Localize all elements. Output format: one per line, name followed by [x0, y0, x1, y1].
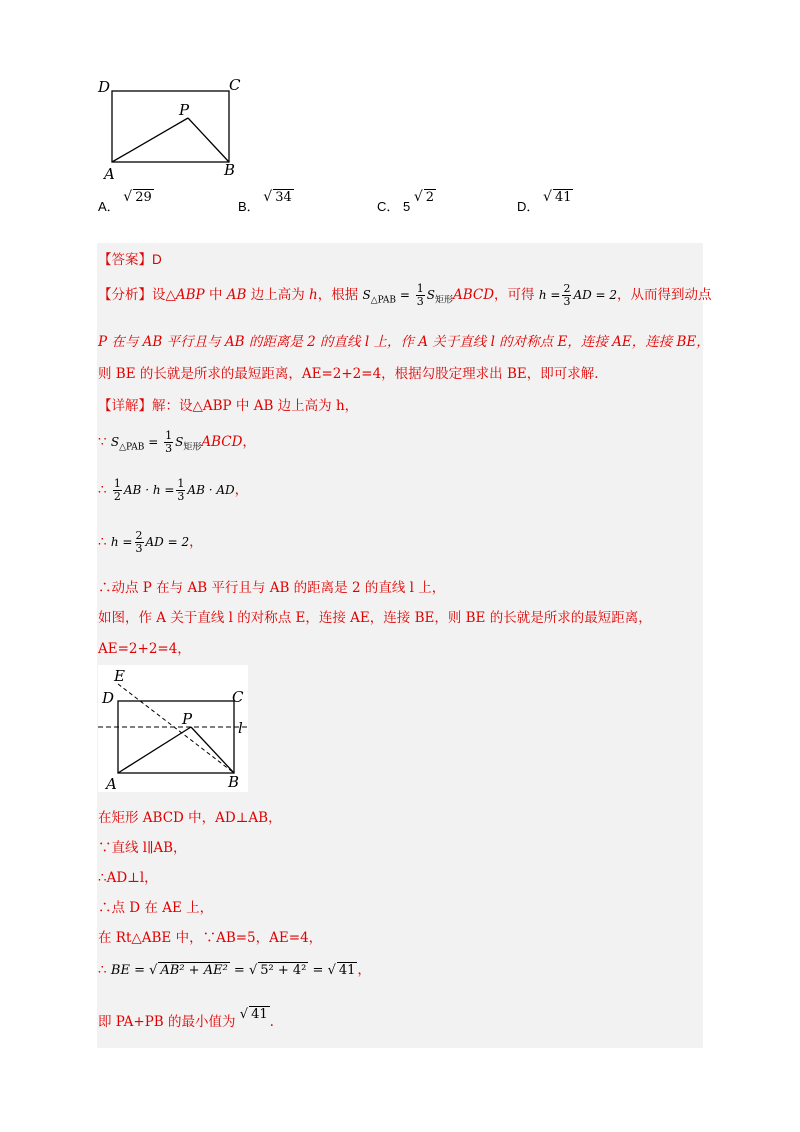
- label-p: P: [179, 101, 190, 119]
- answer-line: 【答案】D: [98, 252, 162, 267]
- label-d: D: [102, 689, 115, 707]
- detail-step-5: ∴动点 P 在与 AB 平行且与 AB 的距离是 2 的直线 l 上，: [98, 580, 446, 596]
- detail-step-8: 在矩形 ABCD 中，AD⊥AB，: [98, 810, 282, 826]
- label-a: A: [104, 165, 115, 183]
- label-e: E: [114, 667, 125, 685]
- label-p: P: [182, 710, 193, 728]
- option-d[interactable]: D． √ 41: [517, 189, 572, 214]
- detail-step-14: 即 PA+PB 的最小值为 √ 41 .: [98, 1007, 274, 1030]
- detail-step-10: ∴AD⊥l，: [98, 870, 158, 886]
- label-a: A: [106, 775, 117, 792]
- detail-step-13: ∴ BE = √ AB² + AE² = √ 5² + 4² = √ 41 ，: [98, 962, 371, 978]
- label-b: B: [224, 161, 236, 179]
- label-l: l: [238, 719, 243, 737]
- figure-reflection-diagram: [98, 665, 248, 792]
- label-b: B: [228, 773, 240, 791]
- detail-step-7: AE=2+2=4，: [98, 641, 191, 657]
- detail-step-12: 在 Rt△ABE 中，∵AB=5，AE=4，: [98, 930, 323, 946]
- detail-line-1: 【详解】解：设△ABP 中 AB 边上高为 h，: [98, 398, 359, 414]
- detail-step-3: ∴ $\frac{1}{2}$ AB · h = $\frac{1}{3}$ AB · AD，: [98, 477, 249, 503]
- detail-step-2: ∵ $S_{\triangle PAB}$ = $\frac{1}{3}$ $S_{矩形}ABCD$，: [98, 429, 256, 455]
- option-c[interactable]: C． 5 √ 2: [377, 189, 435, 214]
- label-c: C: [229, 76, 241, 94]
- option-a[interactable]: A． √ 29: [98, 189, 152, 214]
- figure-rectangle-abcd: [96, 72, 246, 184]
- label-c: C: [232, 688, 244, 706]
- analysis-line-3: 则 BE 的长就是所求的最短距离，AE=2+2=4，根据勾股定理求出 BE，即可求解.: [98, 366, 599, 382]
- detail-step-6: 如图，作 A 关于直线 l 的对称点 E，连接 AE，连接 BE，则 BE 的长就是所求的最短距离，: [98, 610, 652, 626]
- option-b[interactable]: B． √ 34: [238, 189, 292, 214]
- analysis-line-2: P 在与 AB 平行且与 AB 的距离是 2 的直线 l 上，作 A 关于直线 l 的对称点 E，连接 AE，连接 BE，: [98, 334, 710, 350]
- detail-step-9: ∵直线 l∥AB，: [98, 840, 187, 856]
- analysis-line-1: 【分析】设△ABP 中 AB 边上高为 h，根据 $S_{\triangle PAB}$ = $\frac{1}{3}$ $S_{矩形}ABCD$，可得 h = $\frac{2}{3}$ AD = 2，从而得到动点: [98, 282, 712, 308]
- detail-step-4: ∴ h = $\frac{2}{3}$ AD = 2，: [98, 529, 203, 555]
- label-d: D: [98, 78, 111, 96]
- detail-step-11: ∴点 D 在 AE 上，: [98, 900, 214, 916]
